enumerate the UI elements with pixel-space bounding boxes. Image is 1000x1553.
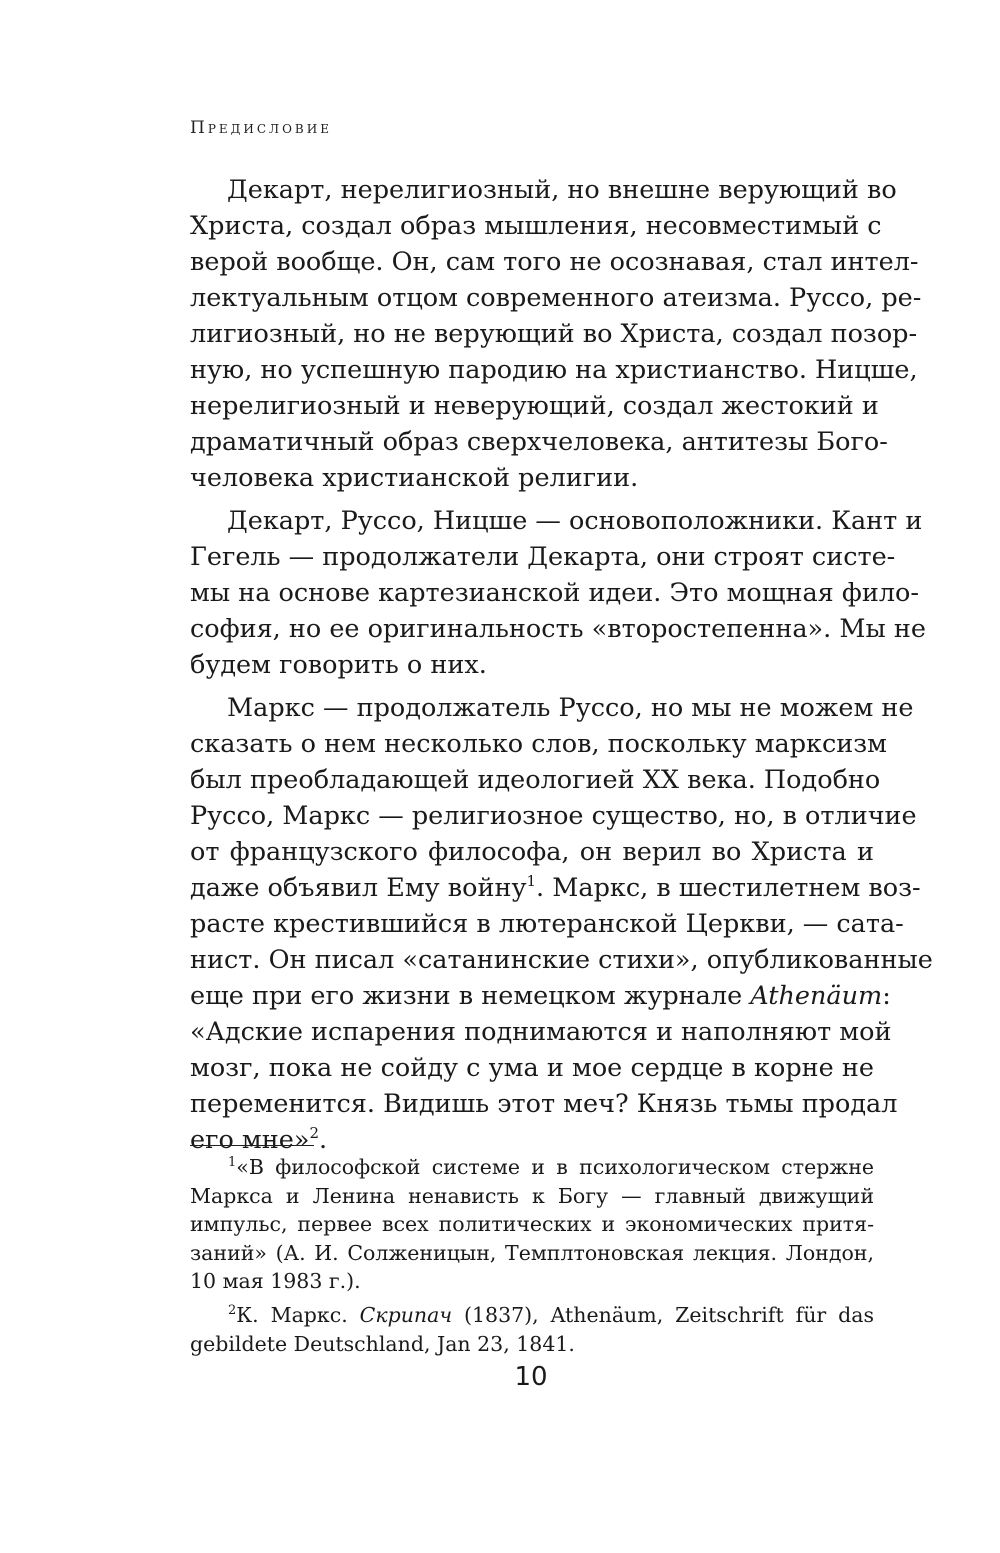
text-line: сказать о нем несколько слов, поскольку марксизм (190, 729, 888, 759)
text-line-with-italic (190, 978, 891, 1014)
footnote-mark: 1 (228, 1155, 237, 1170)
text-line-with-note (190, 870, 921, 906)
text-segment: (1837), Athenäum, Zeitschrift für das (452, 1302, 874, 1327)
page-number: 10 (514, 1362, 548, 1392)
text-segment: «В философской системе и в психологическом стержне (236, 1155, 874, 1179)
text-line: Маркса и Ленина ненависть к Богу — главный движущий (190, 1183, 874, 1208)
text-line (190, 1153, 874, 1182)
text-line: лигиозный, но не верующий во Христа, создал позор- (190, 319, 918, 349)
footnote-divider (190, 1145, 314, 1146)
text-line: был преобладающей идеологией XX века. Подобно (190, 765, 881, 795)
text-line: от французского философа, он верил во Христа и (190, 837, 874, 867)
paragraph-3 (190, 690, 933, 1158)
text-segment: даже объявил Ему войну (190, 873, 527, 903)
footnote-ref-2[interactable]: 2 (309, 1124, 319, 1142)
text-line: Декарт, нерелигиозный, но внешне верующий во (227, 175, 897, 205)
work-title: Скрипач (359, 1302, 453, 1327)
text-line: мы на основе картезианской идеи. Это мощная фило- (190, 578, 919, 608)
text-line: софия, но ее оригинальность «второстепенна». Мы не (190, 614, 926, 644)
text-line: импульс, первее всех политических и экономических притя- (190, 1212, 874, 1237)
text-segment: еще при его жизни в немецком журнале (190, 981, 751, 1011)
text-line: Маркс — продолжатель Руссо, но мы не можем не (227, 693, 914, 723)
text-line: верой вообще. Он, сам того не осознавая, стал интел- (190, 247, 919, 277)
text-segment: К. Маркс. (236, 1302, 360, 1327)
text-line: нерелигиозный и неверующий, создал жестокий и (190, 391, 879, 421)
text-line: gebildete Deutschland, Jan 23, 1841. (190, 1331, 575, 1356)
journal-title: Athenäum (750, 981, 883, 1011)
paragraph-1 (190, 172, 922, 496)
text-line: драматичный образ сверхчеловека, антитезы Бого- (190, 427, 888, 457)
footnote-mark: 2 (228, 1302, 237, 1318)
text-line (190, 1301, 874, 1330)
text-line: 10 мая 1983 г.). (190, 1269, 361, 1294)
text-line: «Адские испарения поднимаются и наполняют мой (190, 1017, 892, 1047)
text-segment: : (882, 981, 891, 1011)
footnote-ref-1[interactable]: 1 (526, 872, 537, 890)
paragraph-2 (190, 503, 926, 683)
running-head: Предисловие (190, 118, 332, 138)
footnote-1 (190, 1153, 874, 1296)
text-line: расте крестившийся в лютеранской Церкви, — сата- (190, 909, 904, 939)
text-segment: его мне» (190, 1125, 310, 1155)
body-text (190, 172, 933, 1158)
text-line: Христа, создал образ мышления, несовместимый с (190, 211, 882, 241)
text-line: Гегель — продолжатели Декарта, они строят систе- (190, 542, 896, 572)
text-line: Декарт, Руссо, Ницше — основоположники. Кант и (227, 506, 923, 536)
text-line: будем говорить о них. (190, 650, 487, 680)
text-line: человека христианской религии. (190, 463, 639, 493)
text-line: нист. Он писал «сатанинские стихи», опубликованные (190, 945, 933, 975)
text-segment: . (318, 1125, 328, 1155)
text-line: лектуальным отцом современного атеизма. Руссо, ре- (190, 283, 922, 313)
text-line: Руссо, Маркс — религиозное существо, но, в отличие (190, 801, 917, 831)
text-line: ную, но успешную пародию на христианство. Ницше, (190, 355, 918, 385)
footnotes (190, 1153, 874, 1358)
text-line: мозг, пока не сойду с ума и мое сердце в корне не (190, 1053, 874, 1083)
footnote-2 (190, 1301, 874, 1358)
text-line: переменится. Видишь этот меч? Князь тьмы продал (190, 1089, 898, 1119)
text-line: заний» (А. И. Солженицын, Темплтоновская лекция. Лондон, (190, 1240, 874, 1265)
text-segment: . Маркс, в шестилетнем воз- (536, 873, 921, 903)
